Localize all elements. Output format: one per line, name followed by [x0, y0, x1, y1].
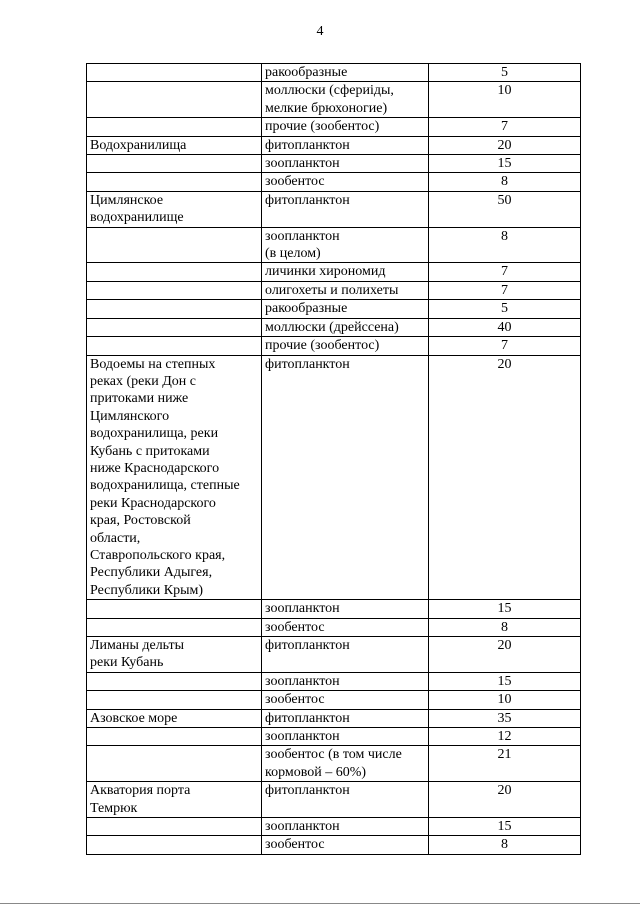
value-cell: 8 — [429, 227, 581, 263]
value-cell: 8 — [429, 173, 581, 191]
table-row — [87, 227, 581, 263]
page-number: 4 — [316, 24, 324, 39]
value-cell: 50 — [429, 191, 581, 227]
table-row — [87, 118, 581, 136]
table-row — [87, 318, 581, 336]
table-row — [87, 691, 581, 709]
table-row — [87, 281, 581, 299]
organism-cell: фитопланктон — [262, 637, 429, 673]
value-cell: 20 — [429, 637, 581, 673]
water-body-cell: Лиманы дельты реки Кубань — [87, 637, 262, 673]
water-body-cell — [87, 263, 262, 281]
water-body-cell — [87, 691, 262, 709]
table-row — [87, 337, 581, 355]
organism-cell: зообентос — [262, 836, 429, 854]
table-row — [87, 82, 581, 118]
table-row — [87, 782, 581, 818]
water-body-cell — [87, 318, 262, 336]
organism-cell: зообентос — [262, 173, 429, 191]
value-cell: 21 — [429, 746, 581, 782]
organism-cell: прочие (зообентос) — [262, 337, 429, 355]
value-cell: 20 — [429, 355, 581, 600]
organism-cell: личинки хирономид — [262, 263, 429, 281]
table-row — [87, 600, 581, 618]
water-body-cell — [87, 618, 262, 636]
organism-cell: зоопланктон — [262, 672, 429, 690]
value-cell: 15 — [429, 672, 581, 690]
value-cell: 7 — [429, 337, 581, 355]
water-body-cell: Акватория порта Темрюк — [87, 782, 262, 818]
organism-cell: зообентос — [262, 618, 429, 636]
norms-table — [86, 63, 581, 855]
table-row — [87, 728, 581, 746]
organism-cell: фитопланктон — [262, 355, 429, 600]
water-body-cell: Водохранилища — [87, 136, 262, 154]
water-body-cell — [87, 728, 262, 746]
table-row — [87, 746, 581, 782]
water-body-cell — [87, 836, 262, 854]
water-body-cell — [87, 746, 262, 782]
organism-cell: фитопланктон — [262, 782, 429, 818]
water-body-cell — [87, 227, 262, 263]
organism-cell: моллюски (сфериіды, мелкие брюхоногие) — [262, 82, 429, 118]
organism-cell: ракообразные — [262, 64, 429, 82]
organism-cell: зообентос (в том числе кормовой – 60%) — [262, 746, 429, 782]
organism-cell: зоопланктон — [262, 600, 429, 618]
table-row — [87, 836, 581, 854]
value-cell: 8 — [429, 618, 581, 636]
value-cell: 10 — [429, 82, 581, 118]
water-body-cell — [87, 300, 262, 318]
value-cell: 7 — [429, 118, 581, 136]
value-cell: 20 — [429, 782, 581, 818]
organism-cell: фитопланктон — [262, 136, 429, 154]
organism-cell: зоопланктон — [262, 728, 429, 746]
value-cell: 8 — [429, 836, 581, 854]
organism-cell: зоопланктон — [262, 818, 429, 836]
value-cell: 7 — [429, 281, 581, 299]
table-body — [87, 64, 581, 855]
value-cell: 40 — [429, 318, 581, 336]
table-row — [87, 263, 581, 281]
value-cell: 12 — [429, 728, 581, 746]
table-row — [87, 637, 581, 673]
water-body-cell — [87, 818, 262, 836]
table-row — [87, 618, 581, 636]
organism-cell: прочие (зообентос) — [262, 118, 429, 136]
organism-cell: фитопланктон — [262, 191, 429, 227]
table-row — [87, 355, 581, 600]
water-body-cell: Цимлянское водохранилище — [87, 191, 262, 227]
water-body-cell — [87, 64, 262, 82]
table-row — [87, 300, 581, 318]
value-cell: 15 — [429, 155, 581, 173]
value-cell: 5 — [429, 64, 581, 82]
water-body-cell — [87, 82, 262, 118]
table-row — [87, 709, 581, 727]
organism-cell: зоопланктон — [262, 155, 429, 173]
table-row — [87, 191, 581, 227]
water-body-cell — [87, 337, 262, 355]
water-body-cell — [87, 118, 262, 136]
water-body-cell — [87, 672, 262, 690]
table-row — [87, 173, 581, 191]
value-cell: 5 — [429, 300, 581, 318]
water-body-cell — [87, 600, 262, 618]
water-body-cell — [87, 281, 262, 299]
water-body-cell — [87, 155, 262, 173]
table-row — [87, 818, 581, 836]
bottom-edge — [0, 903, 640, 904]
table-row — [87, 155, 581, 173]
value-cell: 15 — [429, 818, 581, 836]
water-body-cell — [87, 173, 262, 191]
organism-cell: зообентос — [262, 691, 429, 709]
value-cell: 35 — [429, 709, 581, 727]
organism-cell: моллюски (дрейссена) — [262, 318, 429, 336]
value-cell: 20 — [429, 136, 581, 154]
value-cell: 15 — [429, 600, 581, 618]
table-row — [87, 136, 581, 154]
organism-cell: фитопланктон — [262, 709, 429, 727]
table-row — [87, 672, 581, 690]
organism-cell: олигохеты и полихеты — [262, 281, 429, 299]
water-body-cell: Водоемы на степных реках (реки Дон с притоками ниже Цимлянского водохранилища, реки Кубань с притоками ниже Краснодарского водохранилища, степные реки Краснодарского края, Ростовской области, Ставропольского края, Республики Адыгея, Республики Крым) — [87, 355, 262, 600]
value-cell: 7 — [429, 263, 581, 281]
value-cell: 10 — [429, 691, 581, 709]
table-row — [87, 64, 581, 82]
organism-cell: ракообразные — [262, 300, 429, 318]
organism-cell: зоопланктон (в целом) — [262, 227, 429, 263]
water-body-cell: Азовское море — [87, 709, 262, 727]
